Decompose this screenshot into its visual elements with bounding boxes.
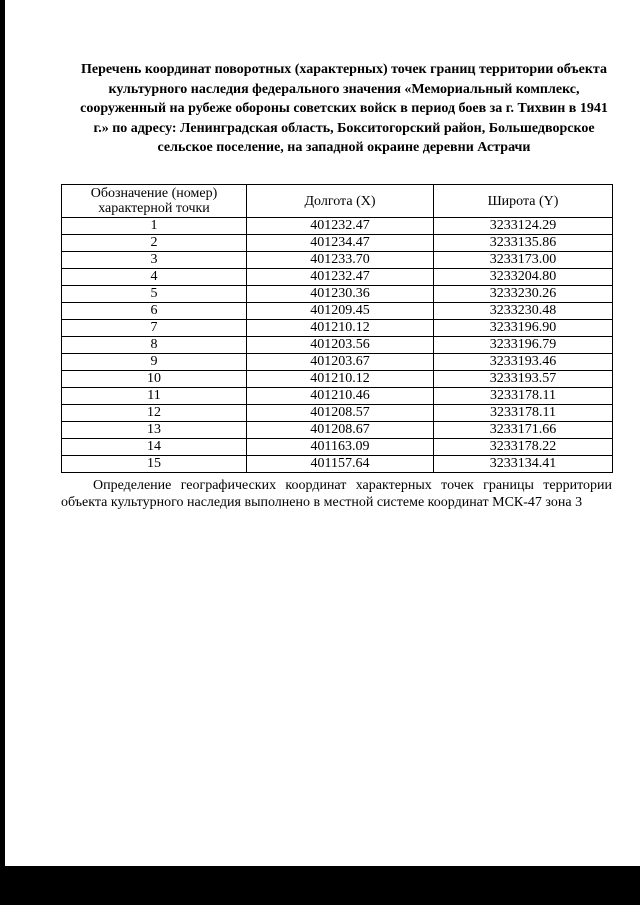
cell-latitude: 3233134.41 [434, 456, 613, 473]
scan-border-bottom [0, 866, 640, 905]
cell-latitude: 3233124.29 [434, 218, 613, 235]
scan-border-left [0, 0, 5, 905]
cell-longitude: 401230.36 [247, 286, 434, 303]
table-row [62, 456, 613, 473]
table-row [62, 303, 613, 320]
cell-latitude: 3233171.66 [434, 422, 613, 439]
cell-latitude: 3233178.11 [434, 388, 613, 405]
table-row [62, 269, 613, 286]
cell-longitude: 401208.57 [247, 405, 434, 422]
cell-point-number: 2 [62, 235, 247, 252]
cell-point-number: 4 [62, 269, 247, 286]
table-row [62, 337, 613, 354]
cell-longitude: 401203.67 [247, 354, 434, 371]
cell-latitude: 3233178.22 [434, 439, 613, 456]
cell-point-number: 15 [62, 456, 247, 473]
cell-longitude: 401163.09 [247, 439, 434, 456]
cell-point-number: 9 [62, 354, 247, 371]
cell-point-number: 14 [62, 439, 247, 456]
table-header-row [62, 185, 613, 218]
header-longitude: Долгота (X) [247, 185, 434, 218]
cell-latitude: 3233230.26 [434, 286, 613, 303]
cell-point-number: 5 [62, 286, 247, 303]
cell-point-number: 6 [62, 303, 247, 320]
coordinate-system-note: Определение географических координат характерных точек границы территории объекта культурного наследия выполнено в местной системе координат МСК-47 зона 3 [61, 478, 612, 510]
coordinates-table [61, 184, 613, 473]
cell-point-number: 1 [62, 218, 247, 235]
table-row [62, 422, 613, 439]
cell-point-number: 7 [62, 320, 247, 337]
cell-longitude: 401232.47 [247, 269, 434, 286]
cell-latitude: 3233193.46 [434, 354, 613, 371]
table-row [62, 286, 613, 303]
cell-longitude: 401233.70 [247, 252, 434, 269]
header-latitude: Широта (Y) [434, 185, 613, 218]
table-row [62, 354, 613, 371]
cell-longitude: 401209.45 [247, 303, 434, 320]
cell-latitude: 3233204.80 [434, 269, 613, 286]
table-row [62, 218, 613, 235]
cell-longitude: 401210.12 [247, 320, 434, 337]
cell-point-number: 3 [62, 252, 247, 269]
table-row [62, 439, 613, 456]
table-row [62, 235, 613, 252]
table-row [62, 371, 613, 388]
cell-latitude: 3233135.86 [434, 235, 613, 252]
cell-latitude: 3233178.11 [434, 405, 613, 422]
document-title: Перечень координат поворотных (характерных) точек границ территории объекта культурного наследия федерального значения «Мемориальный комплекс, сооруженный на рубеже обороны советских войск в период боев за г. Тихвин в 1941 г.» по адресу: Ленинградская область, Бокситогорский район, Большедворское сельское поселение, на западной окраине деревни Астрачи [80, 62, 608, 155]
cell-point-number: 11 [62, 388, 247, 405]
header-point-number: Обозначение (номер) характерной точки [62, 185, 247, 218]
cell-longitude: 401210.46 [247, 388, 434, 405]
cell-latitude: 3233196.79 [434, 337, 613, 354]
cell-longitude: 401234.47 [247, 235, 434, 252]
table-body [62, 218, 613, 473]
cell-longitude: 401157.64 [247, 456, 434, 473]
cell-point-number: 13 [62, 422, 247, 439]
cell-point-number: 12 [62, 405, 247, 422]
cell-point-number: 10 [62, 371, 247, 388]
table-row [62, 252, 613, 269]
cell-latitude: 3233230.48 [434, 303, 613, 320]
cell-latitude: 3233193.57 [434, 371, 613, 388]
cell-longitude: 401208.67 [247, 422, 434, 439]
cell-latitude: 3233173.00 [434, 252, 613, 269]
table-row [62, 388, 613, 405]
table-row [62, 405, 613, 422]
cell-point-number: 8 [62, 337, 247, 354]
table-row [62, 320, 613, 337]
cell-longitude: 401210.12 [247, 371, 434, 388]
cell-longitude: 401232.47 [247, 218, 434, 235]
cell-longitude: 401203.56 [247, 337, 434, 354]
cell-latitude: 3233196.90 [434, 320, 613, 337]
